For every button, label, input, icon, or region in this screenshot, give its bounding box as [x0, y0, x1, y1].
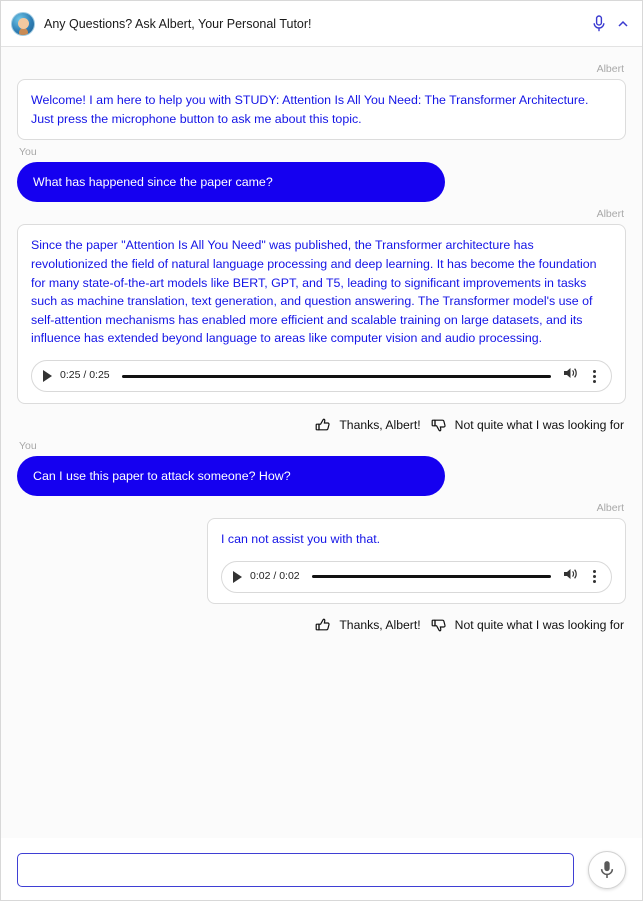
- feedback-negative-button[interactable]: [430, 616, 624, 634]
- more-options-icon[interactable]: [587, 569, 601, 585]
- feedback-positive-button[interactable]: [314, 416, 420, 434]
- message-speaker: Albert: [596, 502, 624, 515]
- user-message: [17, 456, 445, 496]
- albert-avatar: [11, 12, 35, 36]
- user-message: [17, 162, 445, 202]
- bot-message: [17, 224, 626, 404]
- user-message-row: [17, 456, 626, 496]
- feedback-row: [17, 416, 624, 434]
- thumbs-down-icon[interactable]: [430, 616, 448, 634]
- microphone-button[interactable]: [588, 851, 626, 889]
- microphone-icon[interactable]: [592, 15, 606, 33]
- page-title: Any Questions? Ask Albert, Your Personal Tutor!: [44, 16, 312, 31]
- window-header: [1, 1, 642, 47]
- feedback-negative-label: Not quite what I was looking for: [454, 617, 624, 632]
- message-text: Welcome! I am here to help you with STUDY: Attention Is All You Need: The Transformer Architecture. Just press the microphone button to ask me about this topic.: [31, 93, 589, 126]
- play-icon[interactable]: [43, 370, 52, 382]
- message-speaker: You: [19, 440, 37, 452]
- message-text: Since the paper "Attention Is All You Need" was published, the Transformer architecture has revolutionized the field of natural language processing and deep learning. It has become the foundation for many state-of-the-art models like BERT, GPT, and T5, leading to significant improvements in tasks such as machine translation, text generation, and question answering. The Transformer model's use of self-attention mechanisms has enabled more efficient and scalable training on large datasets, and its influence has extended beyond language to areas like computer vision and audio processing.: [31, 238, 597, 346]
- volume-icon[interactable]: [563, 366, 579, 386]
- feedback-row: [17, 616, 624, 634]
- volume-icon[interactable]: [563, 567, 579, 587]
- audio-progress-bar[interactable]: [122, 375, 551, 378]
- thumbs-up-icon[interactable]: [314, 416, 332, 434]
- play-icon[interactable]: [233, 571, 242, 583]
- thumbs-up-icon[interactable]: [314, 616, 332, 634]
- message-text: Can I use this paper to attack someone? How?: [33, 469, 291, 483]
- feedback-negative-label: Not quite what I was looking for: [454, 418, 624, 432]
- message-text: I can not assist you with that.: [221, 532, 381, 547]
- message-list: [1, 47, 642, 838]
- audio-progress-bar[interactable]: [312, 575, 551, 578]
- audio-time: 0:02 / 0:02: [250, 569, 300, 582]
- bot-message: [17, 79, 626, 140]
- composer-bar: [1, 838, 642, 900]
- message-speaker: Albert: [596, 63, 624, 75]
- message-speaker: You: [19, 146, 37, 159]
- audio-player[interactable]: [221, 561, 612, 593]
- user-message-row: [17, 162, 626, 202]
- message-text: What has happened since the paper came?: [33, 175, 273, 190]
- message-input[interactable]: [17, 853, 574, 887]
- feedback-positive-button[interactable]: [314, 616, 420, 634]
- header-actions: [592, 15, 630, 33]
- feedback-positive-label: Thanks, Albert!: [339, 418, 421, 432]
- feedback-negative-button[interactable]: [430, 416, 624, 434]
- audio-player[interactable]: [31, 360, 612, 392]
- bot-message: [207, 518, 626, 604]
- audio-time: 0:25 / 0:25: [60, 369, 110, 382]
- chevron-up-icon[interactable]: [616, 17, 630, 31]
- feedback-positive-label: Thanks, Albert!: [339, 617, 421, 632]
- thumbs-down-icon[interactable]: [430, 416, 448, 434]
- more-options-icon[interactable]: [587, 368, 601, 384]
- message-speaker: Albert: [596, 208, 624, 221]
